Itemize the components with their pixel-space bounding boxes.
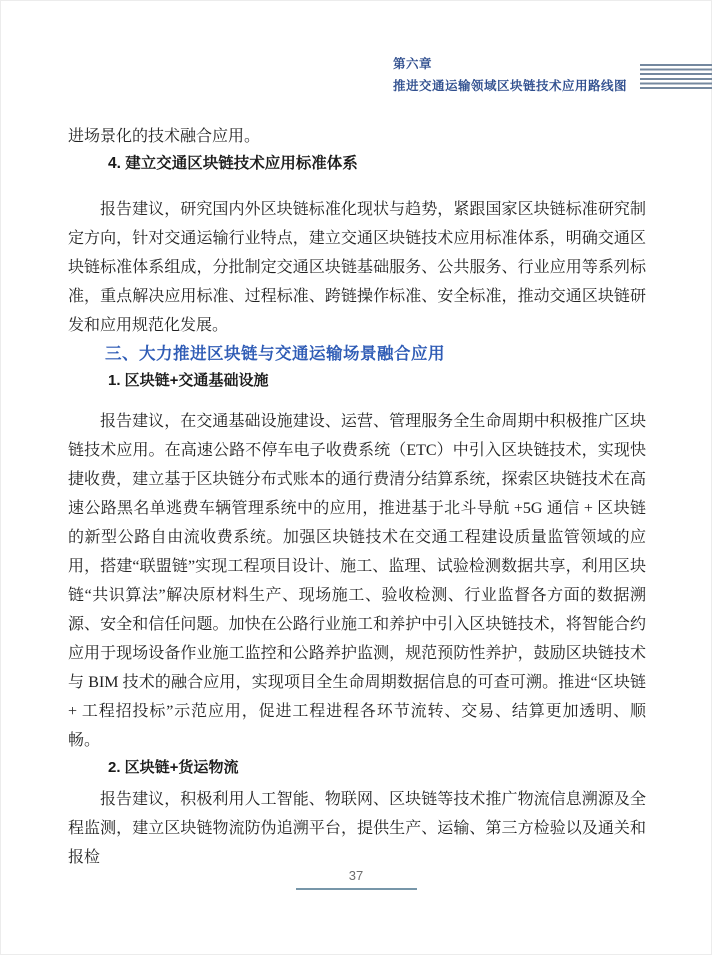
heading-standard-system: 4. 建立交通区块链技术应用标准体系 (108, 155, 358, 172)
chapter-title: 推进交通运输领域区块链技术应用路线图 (393, 79, 628, 93)
heading-blockchain-infrastructure: 1. 区块链+交通基础设施 (108, 372, 269, 389)
section-heading-three: 三、大力推进区块链与交通运输场景融合应用 (105, 345, 445, 363)
paragraph-blockchain-logistics: 报告建议，积极利用人工智能、物联网、区块链等技术推广物流信息溯源及全程监测，建立区块链物流防伪追溯平台，提供生产、运输、第三方检验以及通关和报检 (68, 791, 646, 866)
paragraph-standard-system: 报告建议，研究国内外区块链标准化现状与趋势，紧跟国家区块链标准研究制定方向，针对交通运输行业特点，建立交通区块链技术应用标准体系，明确交通区块链标准体系组成，分批制定交通区块链基础服务、公共服务、行业应用等系列标准，重点解决应用标准、过程标准、跨链操作标准、安全标准，推动交通区块链研发和应用规范化发展。 (68, 201, 646, 334)
heading-blockchain-logistics: 2. 区块链+货运物流 (108, 759, 239, 776)
header-stripes-icon (640, 64, 712, 91)
paragraph-blockchain-infrastructure: 报告建议，在交通基础设施建设、运营、管理服务全生命周期中积极推广区块链技术应用。在高速公路不停车电子收费系统（ETC）中引入区块链技术，实现快捷收费，建立基于区块链分布式账本的通行费清分结算系统，探索区块链技术在高速公路黑名单逃费车辆管理系统中的应用，推进基于北斗导航 +5G 通信 + 区块链的新型公路自由流收费系统。加强区块链技术在交通工程建设质量监管领域的应用，搭建“联盟链”实现工程项目设计、施工、监理、试验检测数据共享，利用区块链“共识算法”解决原材料生产、现场施工、验收检测、行业监督各方面的数据溯源、安全和信任问题。加快在公路行业施工和养护中引入区块链技术，将智能合约应用于现场设备作业施工监控和公路养护监测，规范预防性养护，鼓励区块链技术与 BIM 技术的融合应用，实现项目全生命周期数据信息的可查可溯。推进“区块链 + 工程招投标”示范应用，促进工程进程各环节流转、交易、结算更加透明、顺畅。 (68, 413, 646, 749)
paragraph-continuation: 进场景化的技术融合应用。 (68, 128, 261, 145)
footer-rule (296, 888, 417, 890)
page-footer (0, 866, 712, 890)
page-content (68, 122, 646, 872)
chapter-label: 第六章 (393, 57, 433, 71)
page-number: 37 (348, 868, 364, 883)
page-header (393, 53, 633, 97)
